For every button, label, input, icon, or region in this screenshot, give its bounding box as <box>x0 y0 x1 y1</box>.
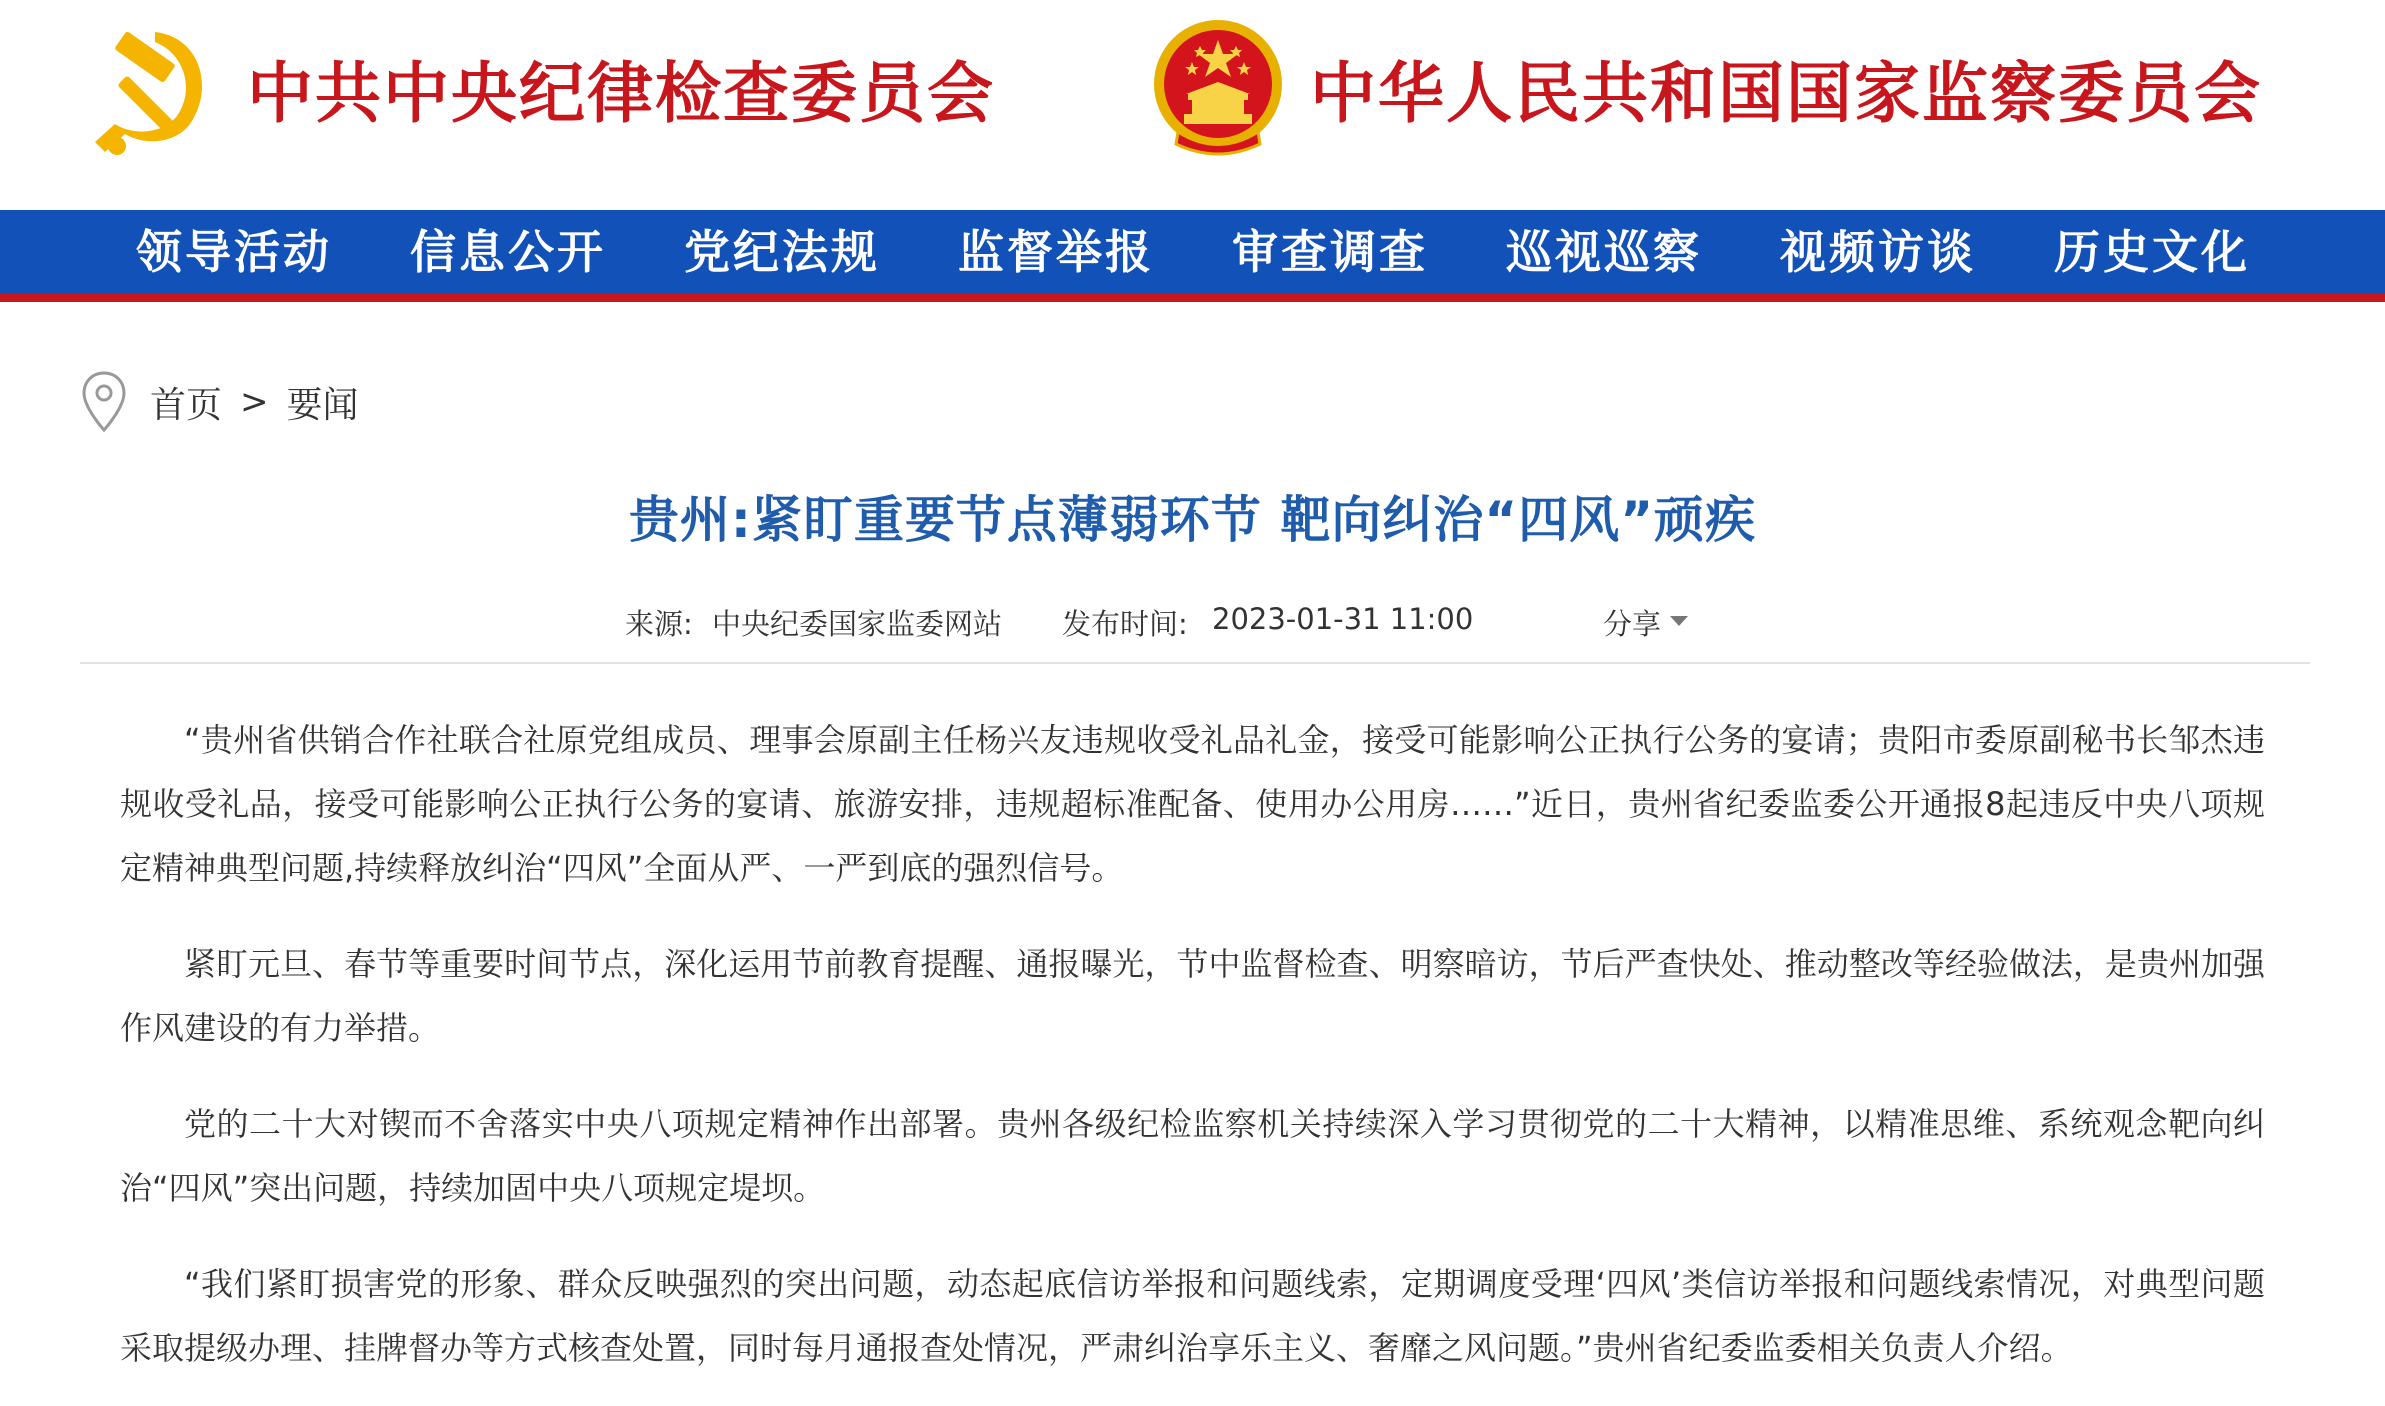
article-body <box>120 708 2265 1406</box>
main-nav <box>0 210 2385 302</box>
article-paragraph: “贵州省供销合作社联合社原党组成员、理事会原副主任杨兴友违规收受礼品礼金，接受可能影响公正执行公务的宴请；贵阳市委原副秘书长邹杰违规收受礼品，接受可能影响公正执行公务的宴请、旅游安排，违规超标准配备、使用办公用房……”近日，贵州省纪委监委公开通报8起违反中央八项规定精神典型问题,持续释放纠治“四风”全面从严、一严到底的强烈信号。 <box>120 721 2265 887</box>
source-label: 来源: <box>625 607 693 641</box>
nsc-name: 中华人民共和国国家监察委员会 <box>1310 53 2262 132</box>
nav-item-leadership[interactable]: 领导活动 <box>136 225 332 279</box>
ccdi-logo[interactable] <box>85 12 995 162</box>
nsc-logo[interactable] <box>1148 12 2262 162</box>
location-pin-icon <box>80 370 128 434</box>
nav-item-investigation[interactable]: 审查调查 <box>1232 225 1428 279</box>
nav-item-party-regulations[interactable]: 党纪法规 <box>684 225 880 279</box>
nav-item-supervision-report[interactable]: 监督举报 <box>958 225 1154 279</box>
breadcrumb-separator: > <box>240 382 269 422</box>
publish-date-value: 2023-01-31 11:00 <box>1212 602 1474 636</box>
share-button[interactable]: 分享 <box>1603 607 1662 641</box>
breadcrumb <box>80 370 359 434</box>
site-header <box>0 0 2385 210</box>
article-meta <box>0 602 2385 652</box>
article-paragraph: 党的二十大对锲而不舍落实中央八项规定精神作出部署。贵州各级纪检监察机关持续深入学习贯彻党的二十大精神，以精准思维、系统观念靶向纠治“四风”突出问题，持续加固中央八项规定堤坝。 <box>120 1105 2265 1207</box>
party-emblem-icon <box>85 12 225 162</box>
nav-item-history-culture[interactable]: 历史文化 <box>2054 225 2250 279</box>
divider <box>80 662 2310 664</box>
national-emblem-icon <box>1148 12 1288 162</box>
breadcrumb-news-link[interactable]: 要闻 <box>286 384 359 426</box>
article-paragraph: 紧盯元旦、春节等重要时间节点，深化运用节前教育提醒、通报曝光，节中监督检查、明察暗访，节后严查快处、推动整改等经验做法，是贵州加强作风建设的有力举措。 <box>120 945 2265 1047</box>
nav-item-video-interview[interactable]: 视频访谈 <box>1780 225 1976 279</box>
ccdi-name: 中共中央纪律检查委员会 <box>247 53 995 132</box>
nav-item-inspection[interactable]: 巡视巡察 <box>1506 225 1702 279</box>
article-paragraph: “我们紧盯损害党的形象、群众反映强烈的突出问题，动态起底信访举报和问题线索，定期调度受理‘四风’类信访举报和问题线索情况，对典型问题采取提级办理、挂牌督办等方式核查处置，同时每月通报查处情况，严肃纠治享乐主义、奢靡之风问题。”贵州省纪委监委相关负责人介绍。 <box>120 1265 2265 1367</box>
chevron-down-icon[interactable] <box>1670 616 1688 626</box>
nav-item-info-disclosure[interactable]: 信息公开 <box>410 225 606 279</box>
article-title: 贵州:紧盯重要节点薄弱环节 靶向纠治“四风”顽疾 <box>628 491 1757 549</box>
source-value: 中央纪委国家监委网站 <box>712 607 1003 641</box>
publish-date-label: 发布时间: <box>1062 607 1188 641</box>
breadcrumb-home-link[interactable]: 首页 <box>150 384 223 426</box>
